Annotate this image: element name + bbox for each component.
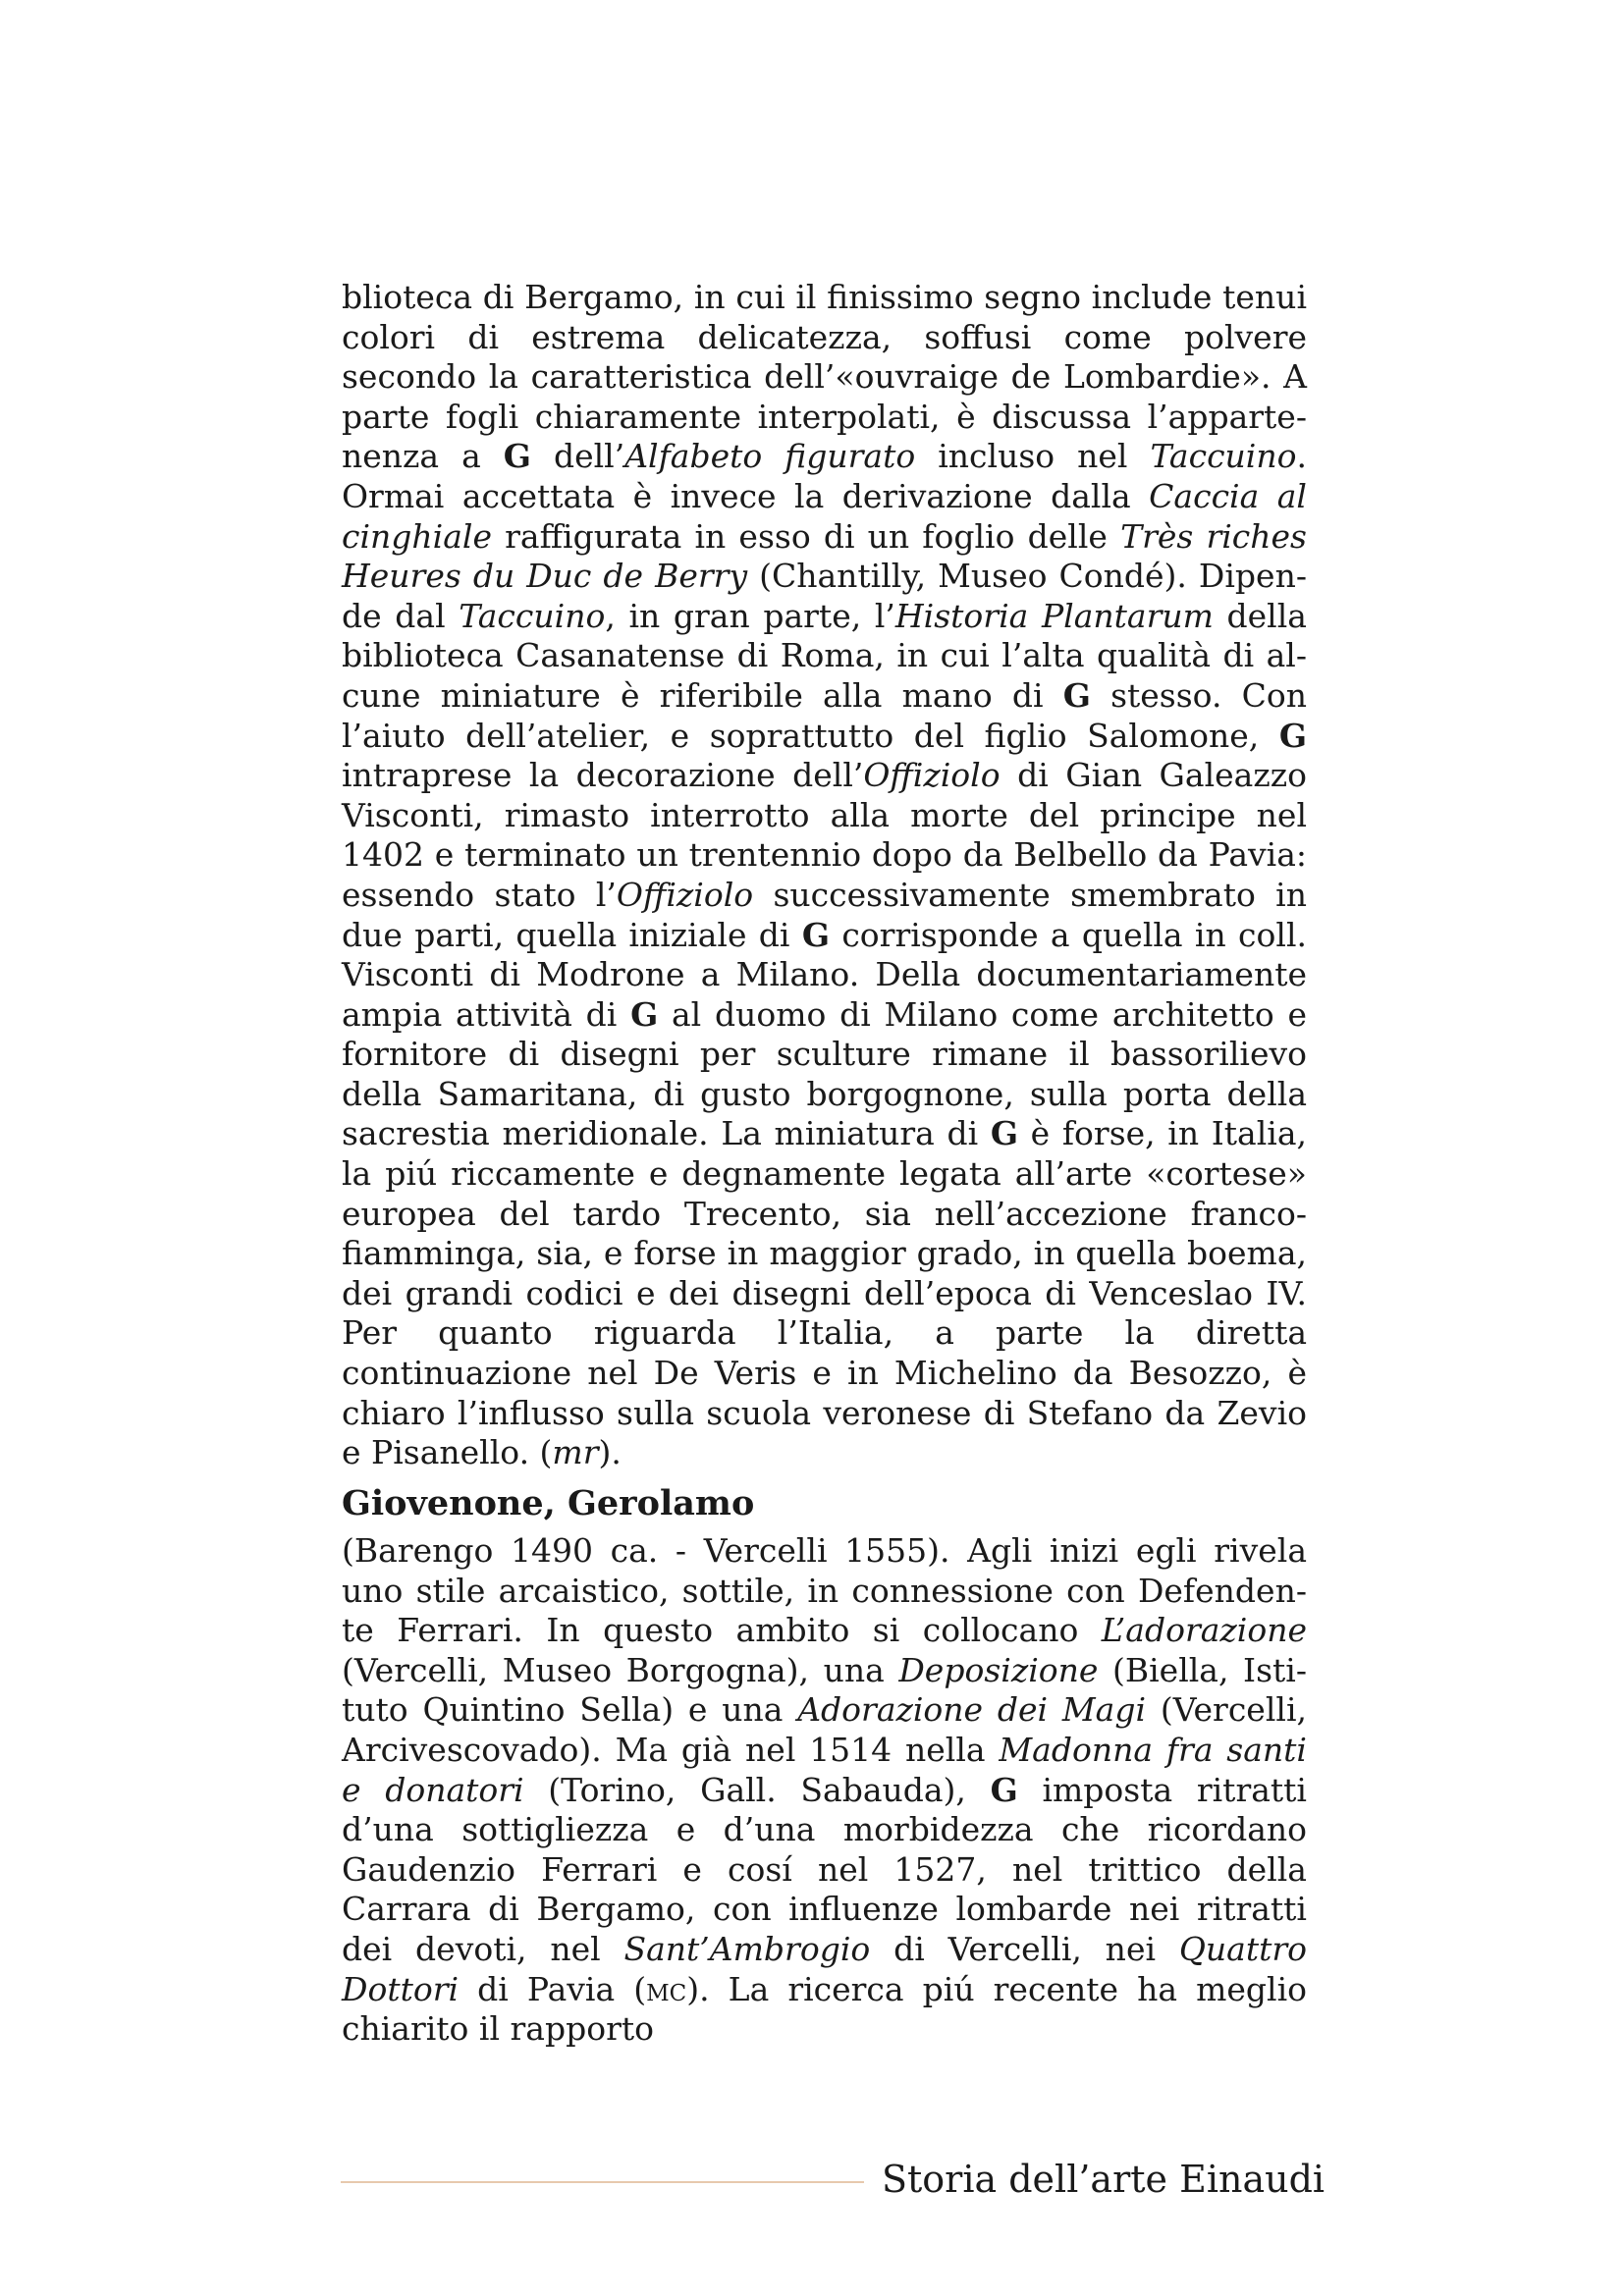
text-run: ). La ricerca piú recente ha meglio chiarito il rapporto xyxy=(342,1969,1307,2049)
entry-heading: Giovenone, Gerolamo xyxy=(342,1483,755,1523)
footer-divider xyxy=(341,2181,864,2183)
work-title: Sant’Ambrogio xyxy=(623,1929,871,1968)
text-run: dell’ xyxy=(530,437,625,476)
work-title: Offiziolo xyxy=(863,756,1001,795)
work-title: Quattro Dottori xyxy=(342,1929,1308,2008)
text-run: intraprese la decorazione dell’ xyxy=(342,756,864,795)
work-title: Caccia al cinghiale xyxy=(342,476,1307,556)
text-run: successivamente smembrato in due parti, quella iniziale di xyxy=(342,875,1307,954)
author-abbreviation: G xyxy=(630,994,659,1034)
text-run: di Vercelli, nei xyxy=(870,1929,1179,1968)
text-run: ). xyxy=(598,1433,622,1472)
text-run: di Pavia ( xyxy=(459,1969,647,2008)
work-title: Deposizione xyxy=(898,1650,1099,1689)
contributor-initials: mc xyxy=(646,1969,687,2008)
text-run: stesso. Con l’aiuto dell’atelier, e soprattutto del figlio Salomone, xyxy=(342,675,1307,755)
text-run: al duomo di Milano come architetto e fornitore di disegni per sculture rimane il bassorilievo della Samaritana, di gusto borgognone, sulla porta della sacrestia meridionale. La miniatura di xyxy=(342,994,1307,1153)
text-run: blioteca di Bergamo, in cui il finissimo segno include tenui colori di estrema delicatezza, soffusi come polvere secondo la caratteristica dell’«ouvraige de Lombardie». A parte fogli chiaramente interpolati, è discussa l’appartenenza a xyxy=(342,278,1307,476)
text-run: (Barengo 1490 ca. - Vercelli 1555). Agli inizi egli rivela uno stile arcaistico, sottile, in connessione con Defendente Ferrari. In questo ambito si collocano xyxy=(342,1531,1307,1650)
work-title: Offiziolo xyxy=(616,875,754,914)
work-title: Alfabeto figurato xyxy=(624,437,916,476)
author-abbreviation: G xyxy=(503,437,531,476)
text-run: incluso nel xyxy=(915,437,1151,476)
text-run: corrisponde a quella in coll. Visconti di Modrone a Milano. Della documentariamente ampia attività di xyxy=(342,915,1307,1034)
footer-title: Storia dell’arte Einaudi xyxy=(882,2158,1325,2201)
text-run: (Torino, Gall. Sabauda), xyxy=(523,1770,991,1809)
author-abbreviation: G xyxy=(990,1770,1018,1809)
author-abbreviation: G xyxy=(1062,675,1091,715)
work-title: Adorazione dei Magi xyxy=(797,1690,1147,1730)
work-title: Très riches Heures du Duc de Berry xyxy=(342,516,1307,596)
text-run: della biblioteca Casanatense di Roma, in cui l’alta qualità di alcune miniature è riferibile alla mano di xyxy=(342,596,1307,715)
text-run: , in gran parte, l’ xyxy=(605,596,895,635)
text-run: è forse, in Italia, la piú riccamente e degnamente legata all’arte «cortese» europea del tardo Trecento, sia nell’accezione franco-fiamminga, sia, e forse in maggior grado, in quella boema, dei grandi codici e dei disegni dell’epoca di Venceslao IV. Per quanto riguarda l’Italia, a parte la diretta continuazione nel De Veris e in Michelino da Besozzo, è chiaro l’influsso sulla scuola veronese di Stefano da Zevio e Pisanello. ( xyxy=(342,1114,1307,1472)
work-title: Taccuino xyxy=(1150,437,1297,476)
work-title: Madonna fra santi e donatori xyxy=(342,1730,1307,1809)
text-run: imposta ritratti d’una sottigliezza e d’una morbidezza che ricordano Gaudenzio Ferrari e cosí nel 1527, nel trittico della Carrara di Bergamo, con influenze lombarde nei ritratti dei devoti, nel xyxy=(342,1770,1307,1968)
text-run: (Chantilly, Museo Condé). Dipende dal xyxy=(342,557,1307,635)
body-paragraph xyxy=(342,1531,1307,2050)
text-run: raffigurata in esso di un foglio delle xyxy=(491,516,1121,556)
author-abbreviation: G xyxy=(801,915,830,954)
author-abbreviation: G xyxy=(990,1114,1019,1153)
text-run: (Biella, Istituto Quintino Sella) e una xyxy=(342,1650,1307,1730)
text-run: di Gian Galeazzo Visconti, rimasto interrotto alla morte del principe nel 1402 e terminato un trentennio dopo da Belbello da Pavia: essendo stato l’ xyxy=(342,756,1307,914)
text-run: (Vercelli, Museo Borgogna), una xyxy=(342,1650,899,1689)
work-title: L’adorazione xyxy=(1101,1611,1307,1650)
contributor-initials: mr xyxy=(552,1433,599,1472)
author-abbreviation: G xyxy=(1278,716,1307,755)
work-title: Taccuino xyxy=(459,596,606,635)
text-run: . Ormai accettata è invece la derivazione dalla xyxy=(342,437,1307,515)
text-run: (Vercelli, Arcivescovado). Ma già nel 1514 nella xyxy=(342,1690,1307,1769)
body-paragraph xyxy=(342,278,1307,1473)
work-title: Historia Plantarum xyxy=(894,596,1214,635)
